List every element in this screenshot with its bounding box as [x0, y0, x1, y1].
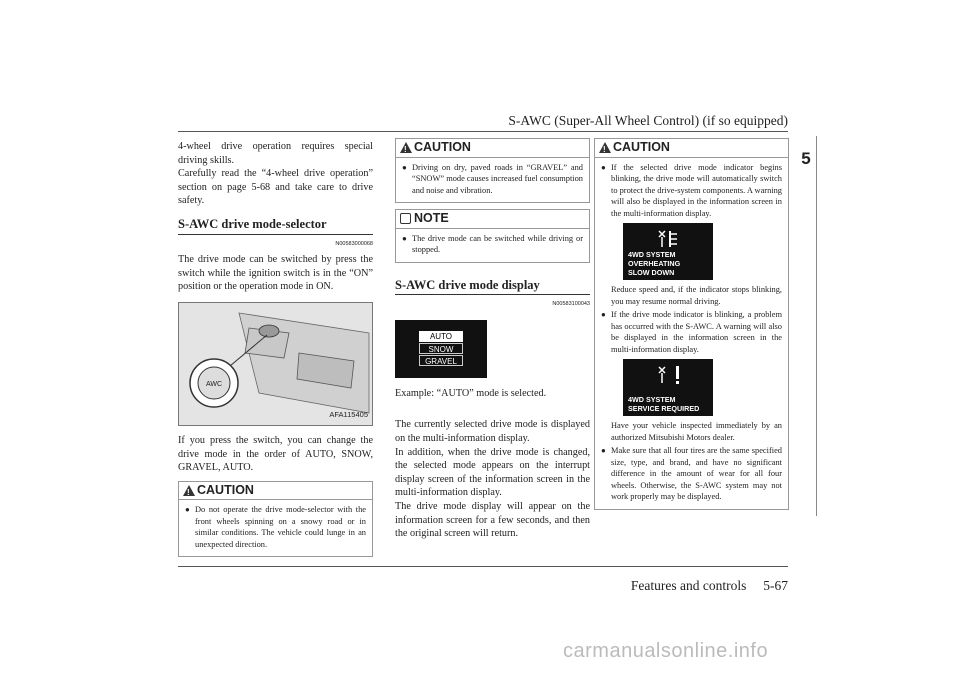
caution-title: CAUTION — [197, 482, 254, 497]
after-warning-1: Reduce speed and, if the indicator stops blinking, you may resume normal driving. — [611, 285, 782, 306]
svg-text:AWC: AWC — [205, 380, 223, 388]
caution-item — [402, 162, 583, 197]
caution-text: Do not operate the drive mode-selector with the front wheels spinning on a snowy road or in similar conditions. The vehicle could lunge in an unexpected direction. — [195, 505, 366, 549]
header-rule — [178, 131, 788, 132]
caution-box-1 — [178, 481, 373, 558]
drive-mode-selector-figure — [178, 302, 373, 426]
figure-label: AFA115405 — [329, 410, 368, 420]
caution-item — [601, 162, 782, 220]
mode-order-paragraph: If you press the switch, you can change the drive mode in the order of AUTO, SNOW, GRAVEL, AUTO. — [178, 434, 373, 474]
bullet-icon: ● — [185, 505, 190, 515]
example-caption: Example: “AUTO” mode is selected. — [395, 387, 547, 399]
warning-triangle-icon — [183, 485, 195, 496]
caution-text: If the selected drive mode indicator begins blinking, the drive mode will automatically switch to protect the drive-system components. A warning will also be displayed in the information screen in the multi-information display. — [611, 162, 782, 218]
footer-rule — [178, 566, 788, 567]
page-footer: Features and controls 5-67 — [630, 578, 788, 593]
page-header-title: S-AWC (Super-All Wheel Control) (if so equipped) — [508, 113, 788, 128]
column-2 — [395, 138, 590, 541]
section-code: N00583000068 — [335, 240, 373, 247]
caution-header — [179, 482, 372, 501]
drive-mode-display-figure — [395, 320, 487, 378]
caution-text: Make sure that all four tires are the same specified size, type, and brand, and have no significant difference in the amount of wear for all four wheels. Otherwise, the S-AWC system may not work properly may be displayed. — [611, 446, 782, 502]
caution-title: CAUTION — [613, 140, 670, 154]
after-warning-2: Have your vehicle inspected immediately by an authorized Mitsubishi Motors dealer. — [611, 421, 782, 442]
chapter-tab-border — [816, 136, 817, 516]
caution-body — [595, 158, 788, 509]
mode-snow: SNOW — [419, 343, 463, 354]
bullet-icon: ● — [402, 233, 407, 243]
bullet-icon: ● — [402, 162, 407, 172]
note-item — [402, 233, 583, 256]
column-3 — [594, 138, 789, 510]
caution-box-2 — [395, 138, 590, 203]
caution-header — [396, 139, 589, 158]
column-1 — [178, 140, 373, 557]
caution-title: CAUTION — [414, 140, 471, 154]
warning-triangle-icon — [599, 142, 611, 153]
caution-text: Driving on dry, paved roads in “GRAVEL” and “SNOW” mode causes increased fuel consumption and noise and vibration. — [412, 162, 583, 195]
overheating-warning-figure — [623, 223, 713, 280]
section-heading-drive-mode-selector: S-AWC drive mode-selector — [178, 218, 373, 235]
mode-gravel: GRAVEL — [419, 355, 463, 366]
caution-text: If the drive mode indicator is blinking, a problem has occurred with the S-AWC. A warning will also be displayed in the information screen in the multi-information display. — [611, 310, 782, 354]
caution-body — [396, 158, 589, 203]
caution-item — [601, 309, 782, 355]
caution-item — [185, 504, 366, 550]
display-paragraph: The currently selected drive mode is displayed on the multi-information display. In addition, when the drive mode is changed, the selected mode appears on the interrupt display screen of the information screen in the multi-information display. The drive mode display will appear on the information screen for a few seconds, and then the original screen will return. — [395, 419, 590, 540]
note-text: The drive mode can be switched while driving or stopped. — [412, 233, 583, 255]
mode-auto: AUTO — [419, 331, 463, 342]
note-icon — [400, 213, 411, 224]
watermark: carmanualsonline.info — [563, 640, 769, 662]
caution-body — [179, 500, 372, 556]
note-title: NOTE — [414, 211, 449, 226]
4wd-service-icon — [656, 364, 686, 386]
chapter-tab — [796, 136, 816, 182]
bullet-icon: ● — [601, 162, 606, 172]
service-warning-text: 4WD SYSTEM SERVICE REQUIRED — [628, 394, 700, 413]
caution-box-3 — [594, 138, 789, 510]
caution-item — [601, 445, 782, 503]
bullet-icon: ● — [601, 310, 606, 320]
warning-triangle-icon — [400, 142, 412, 153]
note-box — [395, 209, 590, 263]
caution-header — [595, 139, 788, 158]
4wd-system-icon — [656, 228, 680, 250]
intro-paragraph: 4-wheel drive operation requires special driving skills. Carefully read the “4-wheel drive operation” section on page 5-68 and take care to drive safety. — [178, 141, 373, 207]
note-header — [396, 210, 589, 229]
overheating-warning-text: 4WD SYSTEM OVERHEATING SLOW DOWN — [628, 250, 681, 277]
chapter-number: 5 — [801, 149, 811, 168]
selector-paragraph: The drive mode can be switched by press the switch while the ignition switch is in the “ON” position or the operation mode in ON. — [178, 254, 373, 293]
bullet-icon: ● — [601, 446, 606, 456]
section-code: N00583100043 — [552, 301, 590, 308]
service-warning-figure — [623, 359, 713, 416]
section-heading-drive-mode-display: S-AWC drive mode display — [395, 279, 590, 296]
note-body — [396, 229, 589, 262]
